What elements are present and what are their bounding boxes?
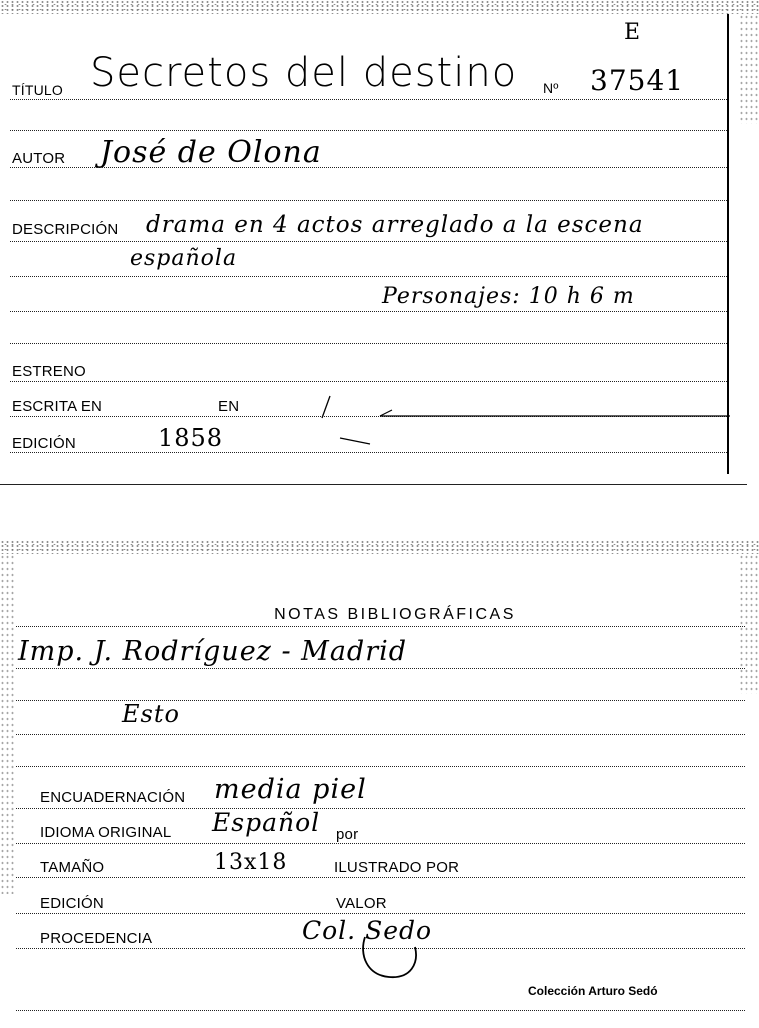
collection-credit: Colección Arturo Sedó — [528, 984, 658, 998]
catalog-card-main — [0, 0, 759, 498]
tamano-label: TAMAÑO — [40, 859, 105, 876]
card2-right-edge — [739, 554, 759, 694]
tamano-value: 13x18 — [214, 850, 288, 875]
en-label: EN — [218, 398, 240, 415]
rule-descripcion-1 — [10, 241, 727, 242]
rule-notes-0 — [16, 626, 745, 627]
rule-notes-4 — [16, 766, 745, 767]
por-label: por — [336, 826, 359, 843]
rule-estreno — [10, 381, 727, 382]
escrita-en-label: ESCRITA EN — [12, 398, 103, 415]
card-right-edge — [739, 14, 759, 124]
catalog-card-notes — [0, 540, 759, 1028]
notes-line2: Esto — [122, 700, 180, 728]
descripcion-line1: drama en 4 actos arreglado a la escena — [146, 212, 644, 238]
notas-heading: NOTAS BIBLIOGRÁFICAS — [274, 606, 516, 623]
rule-autor — [10, 167, 727, 168]
numero-label: Nº — [543, 80, 559, 96]
card-top-edge — [0, 0, 759, 14]
rule-blank-3 — [10, 343, 727, 344]
rule-tamano — [16, 877, 745, 878]
edicion2-label: EDICIÓN — [40, 895, 104, 912]
idioma-value: Español — [212, 808, 321, 837]
hole-punch-mark — [355, 925, 425, 985]
rule-encuadernacion — [16, 808, 745, 809]
rule-bottom — [16, 1010, 745, 1011]
autor-value: José de Olona — [100, 135, 322, 170]
rule-notes-3 — [16, 734, 745, 735]
procedencia-value: Col. Sedo — [302, 916, 433, 945]
idioma-label: IDIOMA ORIGINAL — [40, 824, 172, 841]
pencil-arrow-mark — [310, 388, 750, 458]
descripcion-label: DESCRIPCIÓN — [12, 221, 119, 238]
card2-left-edge — [0, 554, 14, 894]
encuadernacion-label: ENCUADERNACIÓN — [40, 789, 186, 806]
corner-mark: E — [624, 20, 642, 45]
numero-value: 37541 — [590, 64, 685, 97]
autor-label: AUTOR — [12, 150, 66, 167]
rule-notes-1 — [16, 668, 745, 669]
rule-descripcion-2 — [10, 276, 727, 277]
titulo-value: Secretos del destino — [90, 50, 518, 96]
rule-idioma — [16, 843, 745, 844]
notes-line1: Imp. J. Rodríguez - Madrid — [18, 636, 408, 667]
rule-descripcion-3 — [10, 311, 727, 312]
edicion-label: EDICIÓN — [12, 435, 76, 452]
estreno-label: ESTRENO — [12, 363, 86, 380]
personajes-value: Personajes: 10 h 6 m — [382, 284, 635, 309]
edicion-value: 1858 — [158, 424, 224, 452]
rule-blank-2 — [10, 200, 727, 201]
procedencia-label: PROCEDENCIA — [40, 930, 153, 947]
descripcion-line2: española — [130, 246, 238, 271]
rule-edicion2 — [16, 913, 745, 914]
titulo-label: TÍTULO — [12, 82, 63, 98]
card-bottom-border — [0, 484, 747, 485]
encuadernacion-value: media piel — [214, 774, 367, 805]
rule-blank-1 — [10, 130, 727, 131]
card2-top-edge — [0, 540, 759, 554]
rule-titulo — [10, 99, 727, 100]
ilustrado-label: ILUSTRADO POR — [334, 859, 460, 876]
valor-label: VALOR — [336, 895, 387, 912]
